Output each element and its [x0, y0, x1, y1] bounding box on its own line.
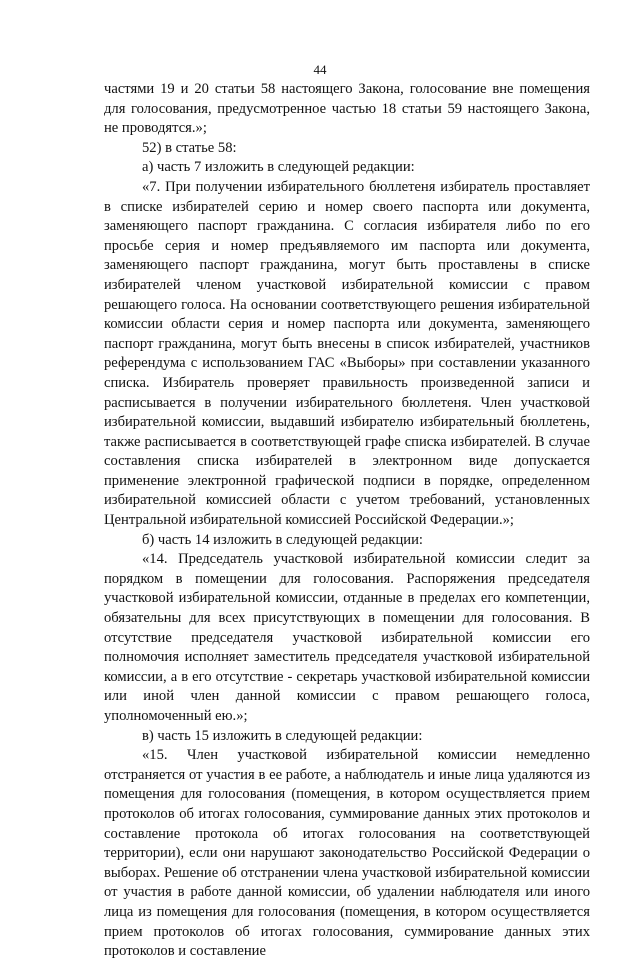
- paragraph-part-7: «7. При получении избирательного бюллетеня избиратель проставляет в списке избирателей серию и номер своего паспорта или документа, заменяющего паспорт гражданина. С согласия избирателя либо по его просьбе серия и номер предъявляемого им паспорта или документа, заменяющего паспорт гражданина, могут быть проставлены в списке избирателей членом участковой избирательной комиссии с правом решающего голоса. На основании соответствующего решения избирательной комиссии области серия и номер паспорта или документа, заменяющего паспорт гражданина, могут быть внесены в список избирателей, участников референдума с использованием ГАС «Выборы» при составлении указанного списка. Избиратель проверяет правильность произведенной записи и расписывается в получении избирательного бюллетеня. Член участковой избирательной комиссии, выдавший избирателю избирательный бюллетень, также расписывается в соответствующей графе списка избирателей. В случае составления списка избирателей в электронном виде допускается применение электронной графической подписи в порядке, определенном избирательной комиссией области с учетом требований, установленных Центральной избирательной комиссией Российской Федерации.»;: [104, 178, 590, 529]
- paragraph-subitem-v: в) часть 15 изложить в следующей редакции:: [142, 727, 423, 744]
- page-number: 44: [313, 62, 327, 77]
- paragraph-subitem-b: б) часть 14 изложить в следующей редакции:: [142, 531, 423, 548]
- paragraph-subitem-a: а) часть 7 изложить в следующей редакции:: [142, 159, 415, 176]
- paragraph-part-14: «14. Председатель участковой избирательной комиссии следит за порядком в помещении для голосования. Распоряжения председателя участковой избирательной комиссии, отданные в пределах его компетенции, обязательны для всех присутствующих в помещении для голосования. В отсутствие председателя участковой избирательной комиссии его полномочия исполняет заместитель председателя участковой избирательной комиссии, а в его отсутствие - секретарь участковой избирательной комиссии или иной член данной комиссии с правом решающего голоса, уполномоченный ею.»;: [104, 551, 590, 724]
- paragraph-item-52: 52) в статье 58:: [142, 139, 237, 156]
- document-body: [104, 80, 590, 962]
- paragraph-continuation: частями 19 и 20 статьи 58 настоящего Закона, голосование вне помещения для голосования, предусмотренное частью 18 статьи 59 настоящего Закона, не проводятся.»;: [104, 81, 590, 137]
- paragraph-part-15: «15. Член участковой избирательной комиссии немедленно отстраняется от участия в ее работе, а наблюдатель и иные лица удаляются из помещения для голосования (помещения, в котором осуществляется прием протоколов об итогах голосования, суммирование данных этих протоколов и составление протокола об итогах голосования на соответствующей территории), если они нарушают законодательство Российской Федерации о выборах. Решение об отстранении члена участковой избирательной комиссии от участия в работе данной комиссии, об удалении наблюдателя или иного лица из помещения для голосования (помещения, в котором осуществляется прием протоколов об итогах голосования, суммирование данных этих протоколов и составление: [104, 747, 590, 960]
